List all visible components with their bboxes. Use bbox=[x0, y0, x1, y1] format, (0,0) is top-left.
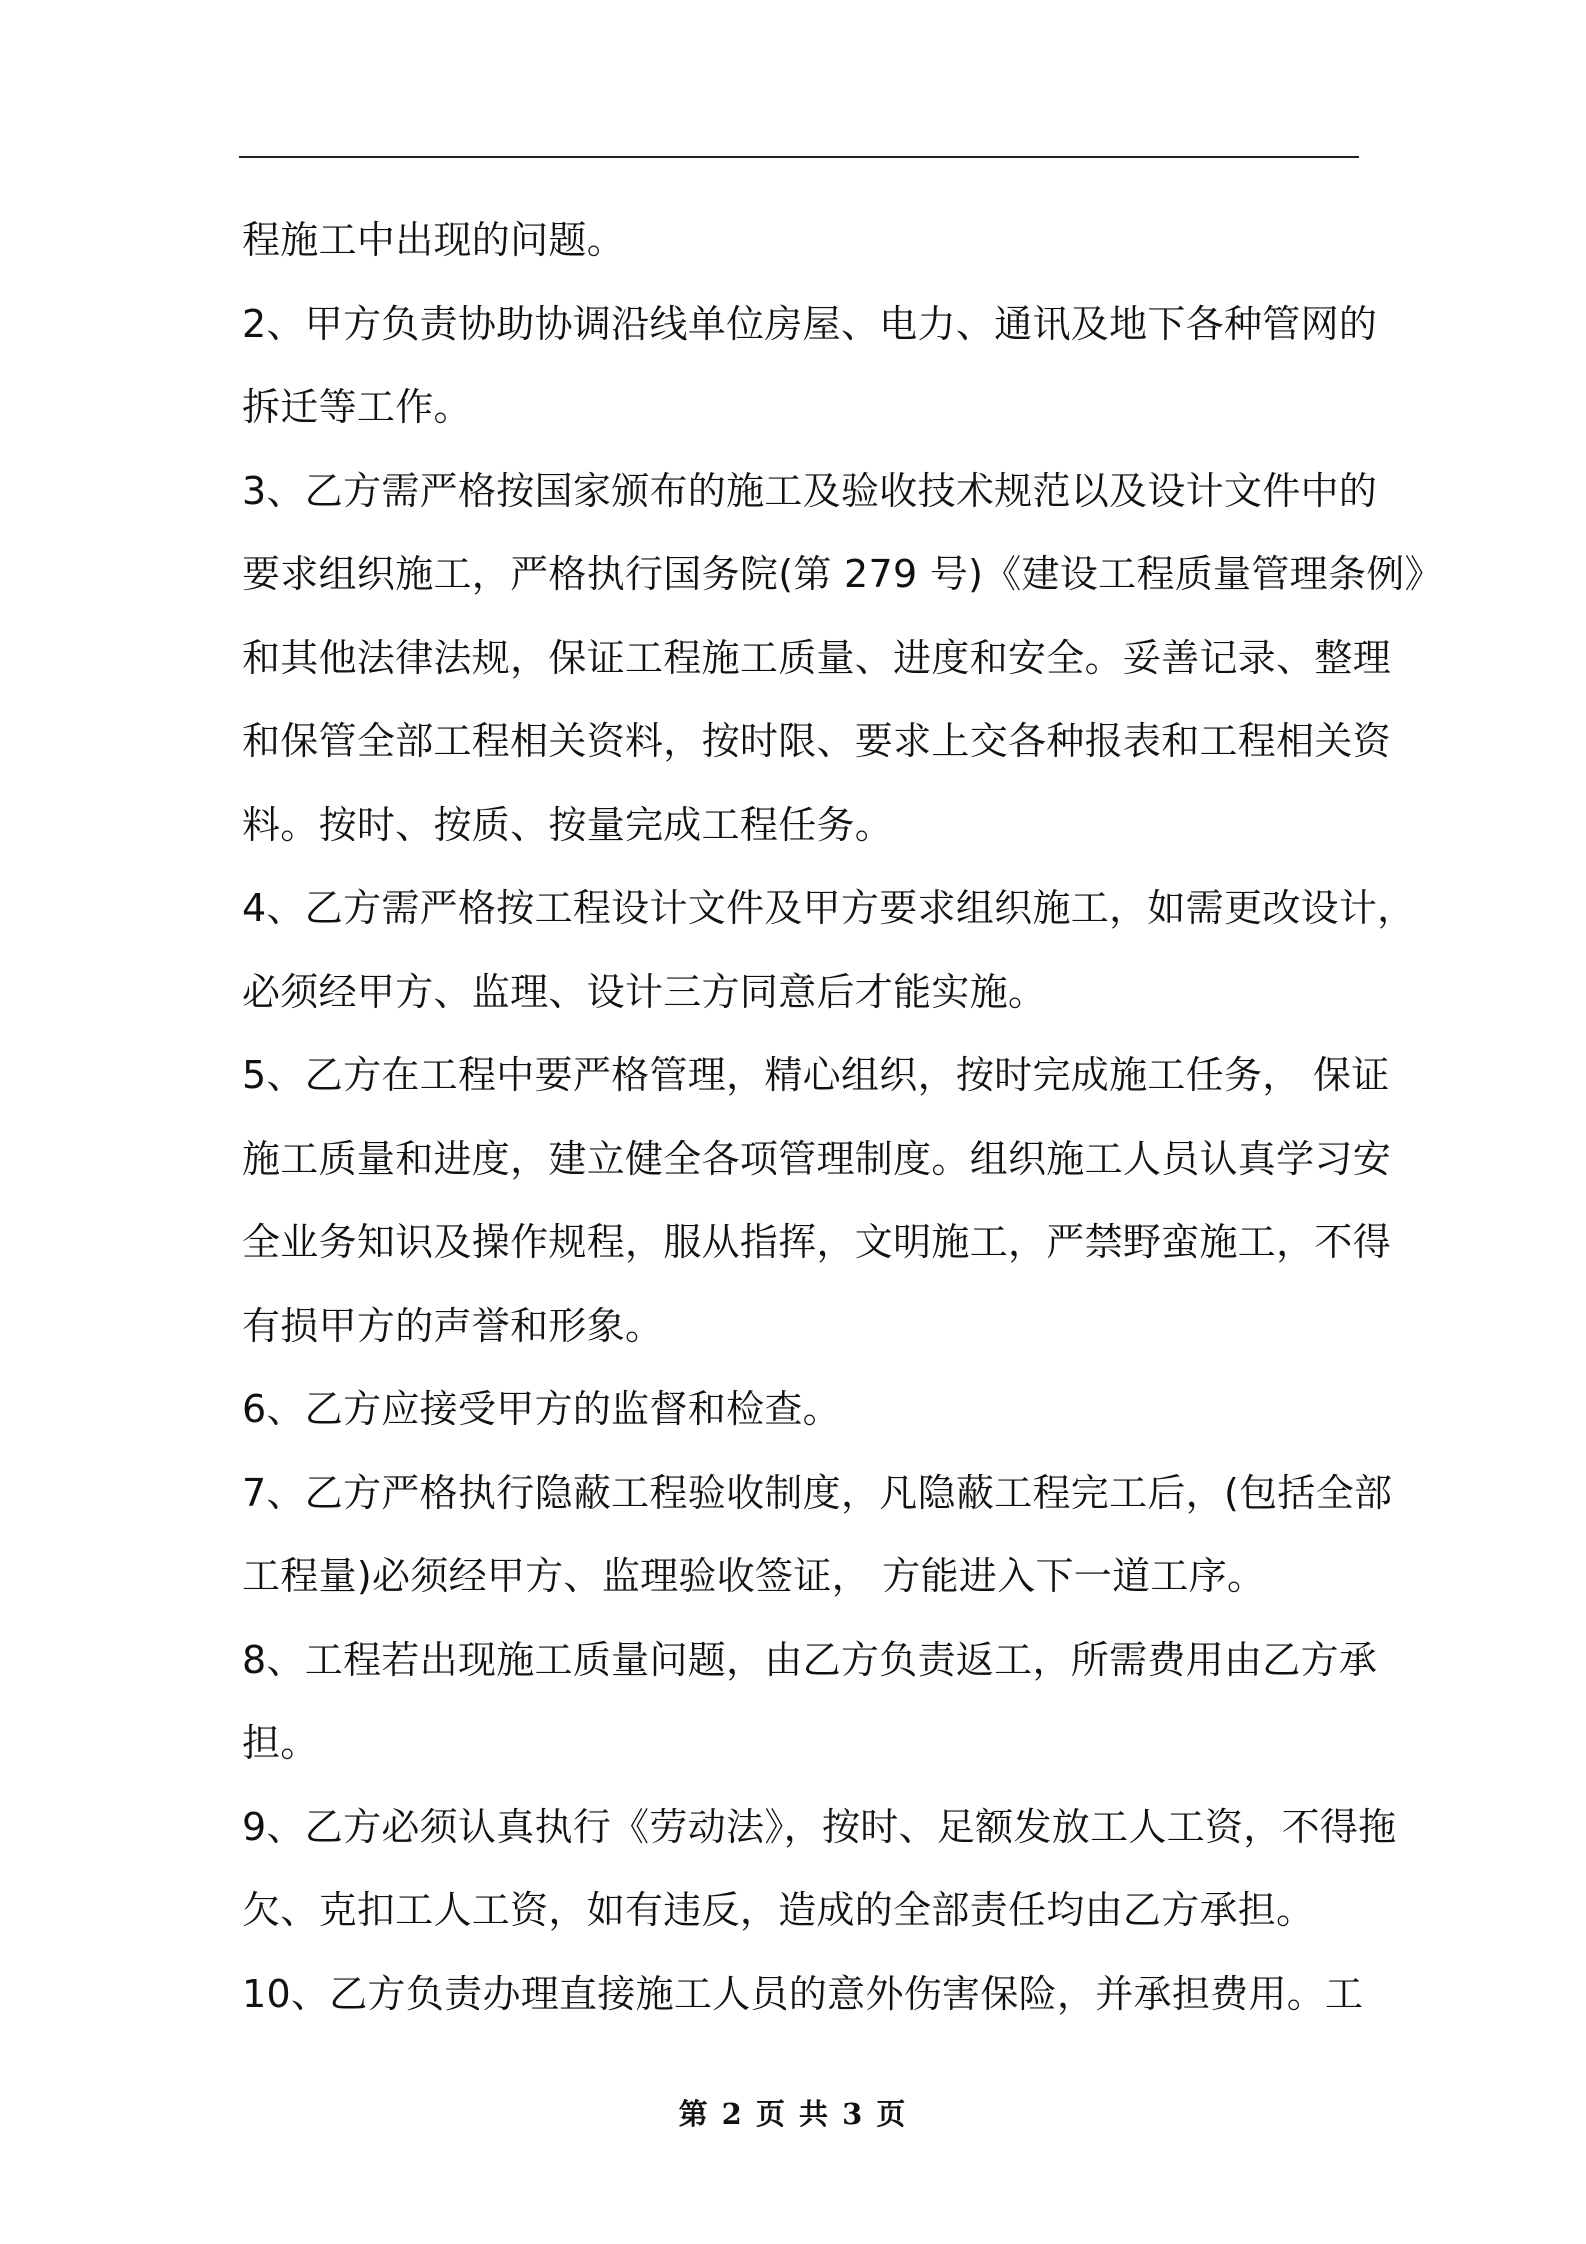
text-line: 4、乙方需严格按工程设计文件及甲方要求组织施工，如需更改设计， bbox=[242, 886, 1416, 930]
text-line: 10、乙方负责办理直接施工人员的意外伤害保险，并承担费用。工 bbox=[242, 1971, 1364, 2016]
text-line: 7、乙方严格执行隐蔽工程验收制度，凡隐蔽工程完工后，(包括全部 bbox=[242, 1470, 1393, 1515]
text-line: 拆迁等工作。 bbox=[242, 385, 472, 429]
document-body bbox=[242, 199, 1443, 2036]
text-line: 要求组织施工，严格执行国务院(第 279 号)《建设工程质量管理条例》 bbox=[242, 552, 1443, 596]
text-line: 施工质量和进度，建立健全各项管理制度。组织施工人员认真学习安 bbox=[242, 1136, 1392, 1181]
text-line: 2、甲方负责协助协调沿线单位房屋、电力、通讯及地下各种管网的 bbox=[242, 301, 1378, 346]
text-line: 有损甲方的声誉和形象。 bbox=[242, 1303, 664, 1348]
text-line: 全业务知识及操作规程，服从指挥，文明施工，严禁野蛮施工，不得 bbox=[242, 1220, 1392, 1264]
text-line: 和其他法律法规，保证工程施工质量、进度和安全。妥善记录、整理 bbox=[242, 635, 1392, 680]
text-line: 9、乙方必须认真执行《劳动法》，按时、足额发放工人工资，不得拖 bbox=[242, 1804, 1397, 1849]
text-line: 欠、克扣工人工资，如有违反，造成的全部责任均由乙方承担。 bbox=[242, 1888, 1315, 1932]
text-line: 5、乙方在工程中要严格管理，精心组织，按时完成施工任务， 保证 bbox=[242, 1053, 1390, 1097]
text-line: 8、工程若出现施工质量问题，由乙方负责返工，所需费用由乙方承 bbox=[242, 1637, 1378, 1682]
text-line: 和保管全部工程相关资料，按时限、要求上交各种报表和工程相关资 bbox=[242, 719, 1392, 763]
text-line: 料。按时、按质、按量完成工程任务。 bbox=[242, 802, 894, 847]
text-line: 必须经甲方、监理、设计三方同意后才能实施。 bbox=[242, 969, 1047, 1014]
text-line: 6、乙方应接受甲方的监督和检查。 bbox=[242, 1387, 841, 1431]
text-line: 程施工中出现的问题。 bbox=[242, 218, 626, 262]
page-number-footer: 第 2 页 共 3 页 bbox=[678, 2097, 908, 2131]
text-line: 担。 bbox=[242, 1721, 319, 1765]
text-line: 工程量)必须经甲方、监理验收签证， 方能进入下一道工序。 bbox=[242, 1554, 1266, 1598]
text-line: 3、乙方需严格按国家颁布的施工及验收技术规范以及设计文件中的 bbox=[242, 468, 1378, 513]
header-rule bbox=[239, 156, 1359, 158]
